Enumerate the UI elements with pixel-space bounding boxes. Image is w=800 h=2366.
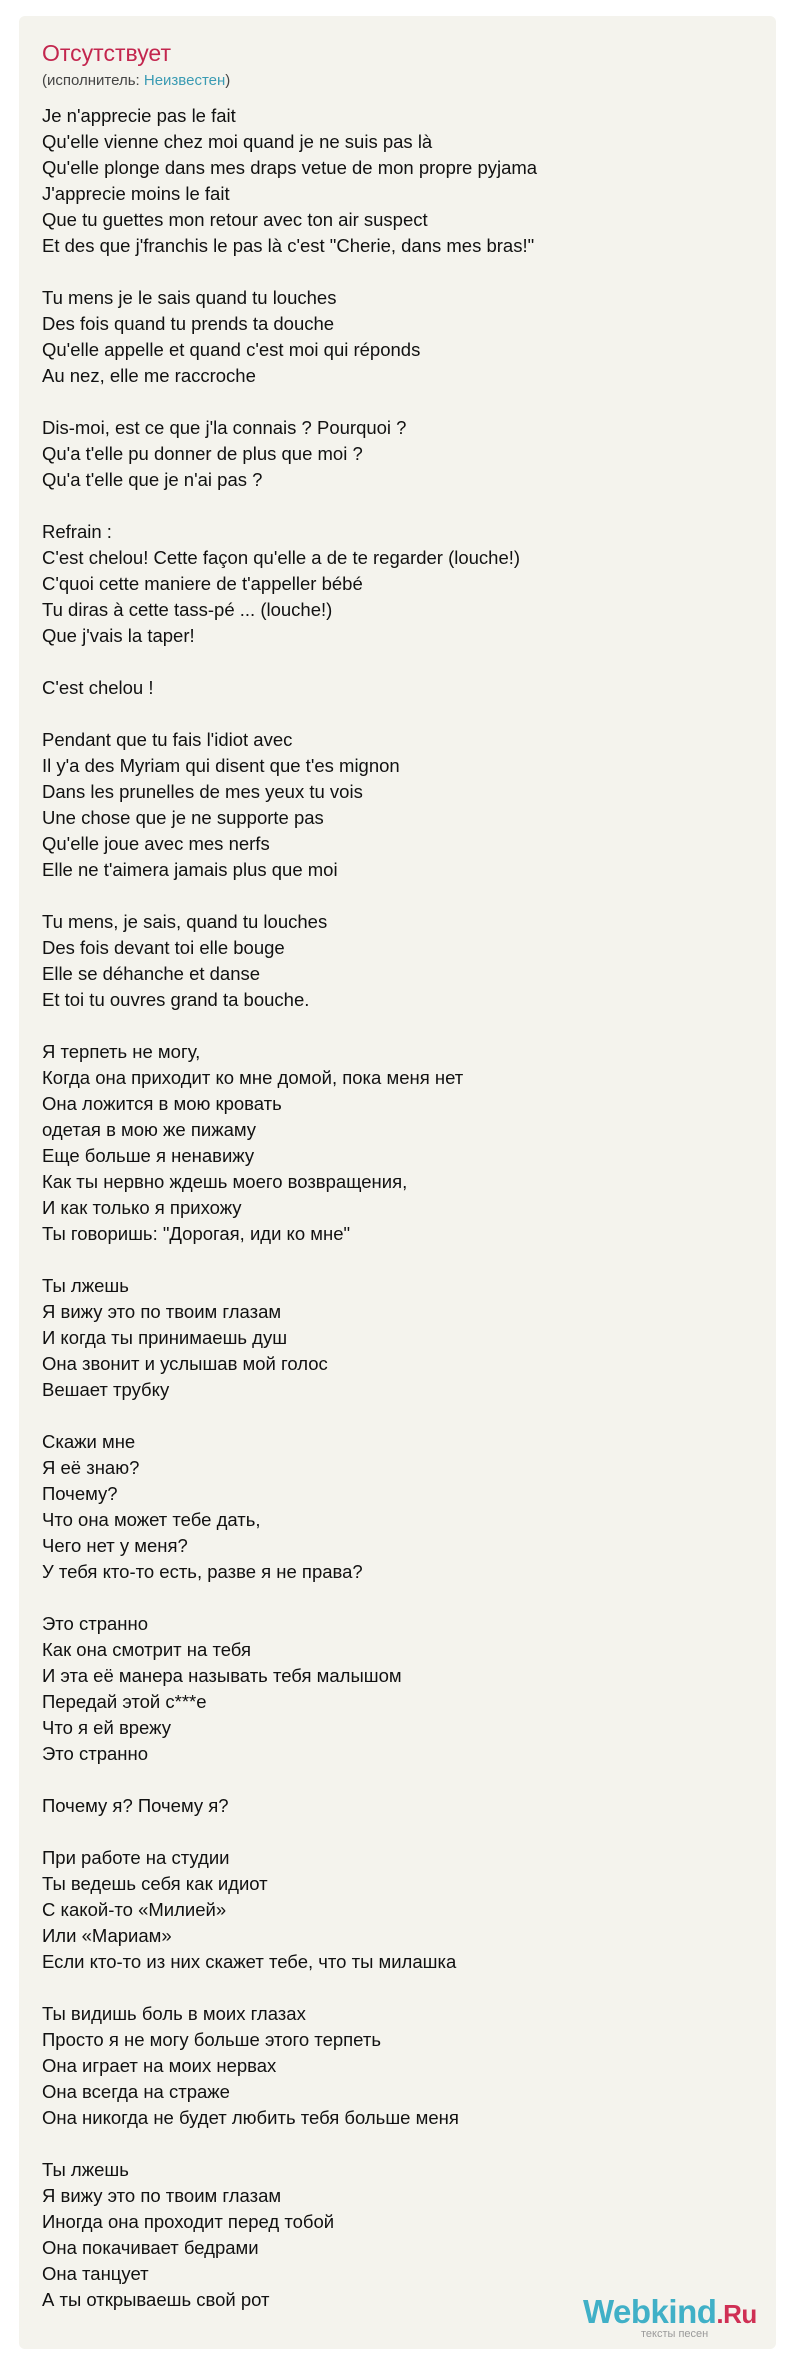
lyric-line: Чего нет у меня? (42, 1535, 188, 1556)
stanza-break (42, 1403, 762, 1429)
stanza-break (42, 1975, 762, 2001)
lyric-line: одетая в мою же пижаму (42, 1119, 257, 1140)
lyric-line: Elle ne t'aimera jamais plus que moi (42, 859, 338, 880)
lyric-line: C'quoi cette maniere de t'appeller bébé (42, 573, 363, 594)
lyric-line: С какой-то «Милией» (42, 1899, 227, 1920)
lyric-line: Просто я не могу больше этого терпеть (42, 2029, 381, 2050)
lyric-line: Ты говоришь: "Дорогая, иди ко мне" (42, 1223, 351, 1244)
lyric-line: Она танцует (42, 2263, 149, 2284)
lyric-line: Tu mens je le sais quand tu louches (42, 287, 337, 308)
lyric-line: Des fois quand tu prends ta douche (42, 313, 335, 334)
stanza-break (42, 389, 762, 415)
lyric-line: А ты открываешь свой рот (42, 2289, 270, 2310)
lyric-line: Скажи мне (42, 1431, 136, 1452)
lyric-line: Я вижу это по твоим глазам (42, 1301, 282, 1322)
logo-tld: .Ru (716, 2299, 757, 2329)
lyric-line: Она никогда не будет любить тебя больше меня (42, 2107, 459, 2128)
lyric-line: Qu'a t'elle pu donner de plus que moi ? (42, 443, 363, 464)
lyric-line: Je n'apprecie pas le fait (42, 105, 236, 126)
lyric-line: Как она смотрит на тебя (42, 1639, 251, 1660)
lyric-line: Или «Мариам» (42, 1925, 172, 1946)
lyric-line: Des fois devant toi elle bouge (42, 937, 285, 958)
lyric-line: Que tu guettes mon retour avec ton air suspect (42, 209, 428, 230)
logo-wordmark (583, 2294, 757, 2332)
lyric-line: Почему? (42, 1483, 118, 1504)
lyric-line: Il y'a des Myriam qui disent que t'es mignon (42, 755, 400, 776)
lyric-line: Если кто-то из них скажет тебе, что ты милашка (42, 1951, 457, 1972)
stanza-break (42, 1585, 762, 1611)
lyric-line: Qu'a t'elle que je n'ai pas ? (42, 469, 263, 490)
logo-tagline: тексты песен (641, 2328, 709, 2340)
lyric-line: Как ты нервно ждешь моего возвращения, (42, 1171, 408, 1192)
stanza-break (42, 493, 762, 519)
stanza-break (42, 2131, 762, 2157)
lyric-line: Ты лжешь (42, 2159, 129, 2180)
lyric-line: Dans les prunelles de mes yeux tu vois (42, 781, 363, 802)
logo-brand: Webkind (583, 2293, 717, 2330)
lyric-line: Qu'elle joue avec mes nerfs (42, 833, 270, 854)
stanza-break (42, 1247, 762, 1273)
lyric-line: Это странно (42, 1613, 149, 1634)
lyric-line: Qu'elle appelle et quand c'est moi qui réponds (42, 339, 421, 360)
lyric-line: Вешает трубку (42, 1379, 170, 1400)
lyric-line: Et toi tu ouvres grand ta bouche. (42, 989, 310, 1010)
lyric-line: Tu mens, je sais, quand tu louches (42, 911, 328, 932)
lyric-line: Когда она приходит ко мне домой, пока меня нет (42, 1067, 464, 1088)
lyric-line: Tu diras à cette tass-pé ... (louche!) (42, 599, 333, 620)
lyric-line: Еще больше я ненавижу (42, 1145, 255, 1166)
lyric-line: При работе на студии (42, 1847, 230, 1868)
lyric-line: Une chose que je ne supporte pas (42, 807, 324, 828)
lyric-line: Я вижу это по твоим глазам (42, 2185, 282, 2206)
lyric-line: Qu'elle plonge dans mes draps vetue de mon propre pyjama (42, 157, 538, 178)
lyric-line: Она играет на моих нервах (42, 2055, 277, 2076)
lyric-line: Elle se déhanche et danse (42, 963, 261, 984)
lyric-line: Qu'elle vienne chez moi quand je ne suis pas là (42, 131, 433, 152)
stanza-break (42, 701, 762, 727)
lyric-line: Ты ведешь себя как идиот (42, 1873, 268, 1894)
lyric-line: C'est chelou! Cette façon qu'elle a de te regarder (louche!) (42, 547, 521, 568)
lyric-line: Почему я? Почему я? (42, 1795, 229, 1816)
lyric-line: Ты лжешь (42, 1275, 129, 1296)
lyric-line: Ты видишь боль в моих глазах (42, 2003, 306, 2024)
lyric-line: Она звонит и услышав мой голос (42, 1353, 328, 1374)
lyric-line: Au nez, elle me raccroche (42, 365, 256, 386)
lyric-line: И как только я прихожу (42, 1197, 242, 1218)
lyric-line: У тебя кто-то есть, разве я не права? (42, 1561, 363, 1582)
lyric-line: Что она может тебе дать, (42, 1509, 261, 1530)
song-title: Отсутствует (42, 40, 171, 66)
lyric-line: Она ложится в мою кровать (42, 1093, 282, 1114)
stanza-break (42, 1013, 762, 1039)
lyric-line: Что я ей врежу (42, 1717, 171, 1738)
lyric-line: Она всегда на страже (42, 2081, 230, 2102)
lyric-line: Я её знаю? (42, 1457, 140, 1478)
stanza-break (42, 1819, 762, 1845)
stanza-break (42, 1767, 762, 1793)
stanza-break (42, 883, 762, 909)
lyric-line: Et des que j'franchis le pas là c'est "Cherie, dans mes bras!" (42, 235, 535, 256)
lyric-line: J'apprecie moins le fait (42, 183, 230, 204)
lyric-line: Передай этой с***е (42, 1691, 207, 1712)
lyrics-text (42, 103, 762, 2313)
lyric-line: Pendant que tu fais l'idiot avec (42, 729, 293, 750)
stanza-break (42, 649, 762, 675)
lyric-line: И когда ты принимаешь душ (42, 1327, 288, 1348)
lyric-line: Это странно (42, 1743, 149, 1764)
lyric-line: Dis-moi, est ce que j'la connais ? Pourquoi ? (42, 417, 407, 438)
artist-link[interactable]: Неизвестен (143, 72, 226, 89)
lyric-line: Я терпеть не могу, (42, 1041, 201, 1062)
lyric-line: Que j'vais la taper! (42, 625, 195, 646)
stanza-break (42, 259, 762, 285)
performer-suffix: ) (225, 72, 231, 89)
lyric-line: Иногда она проходит перед тобой (42, 2211, 335, 2232)
lyric-line: Refrain : (42, 521, 112, 542)
lyric-line: И эта её манера называть тебя малышом (42, 1665, 402, 1686)
performer-prefix: (исполнитель: (42, 72, 144, 89)
lyric-line: C'est chelou ! (42, 677, 154, 698)
webkind-logo[interactable] (583, 2294, 773, 2342)
lyric-line: Она покачивает бедрами (42, 2237, 259, 2258)
performer-line (42, 72, 230, 89)
